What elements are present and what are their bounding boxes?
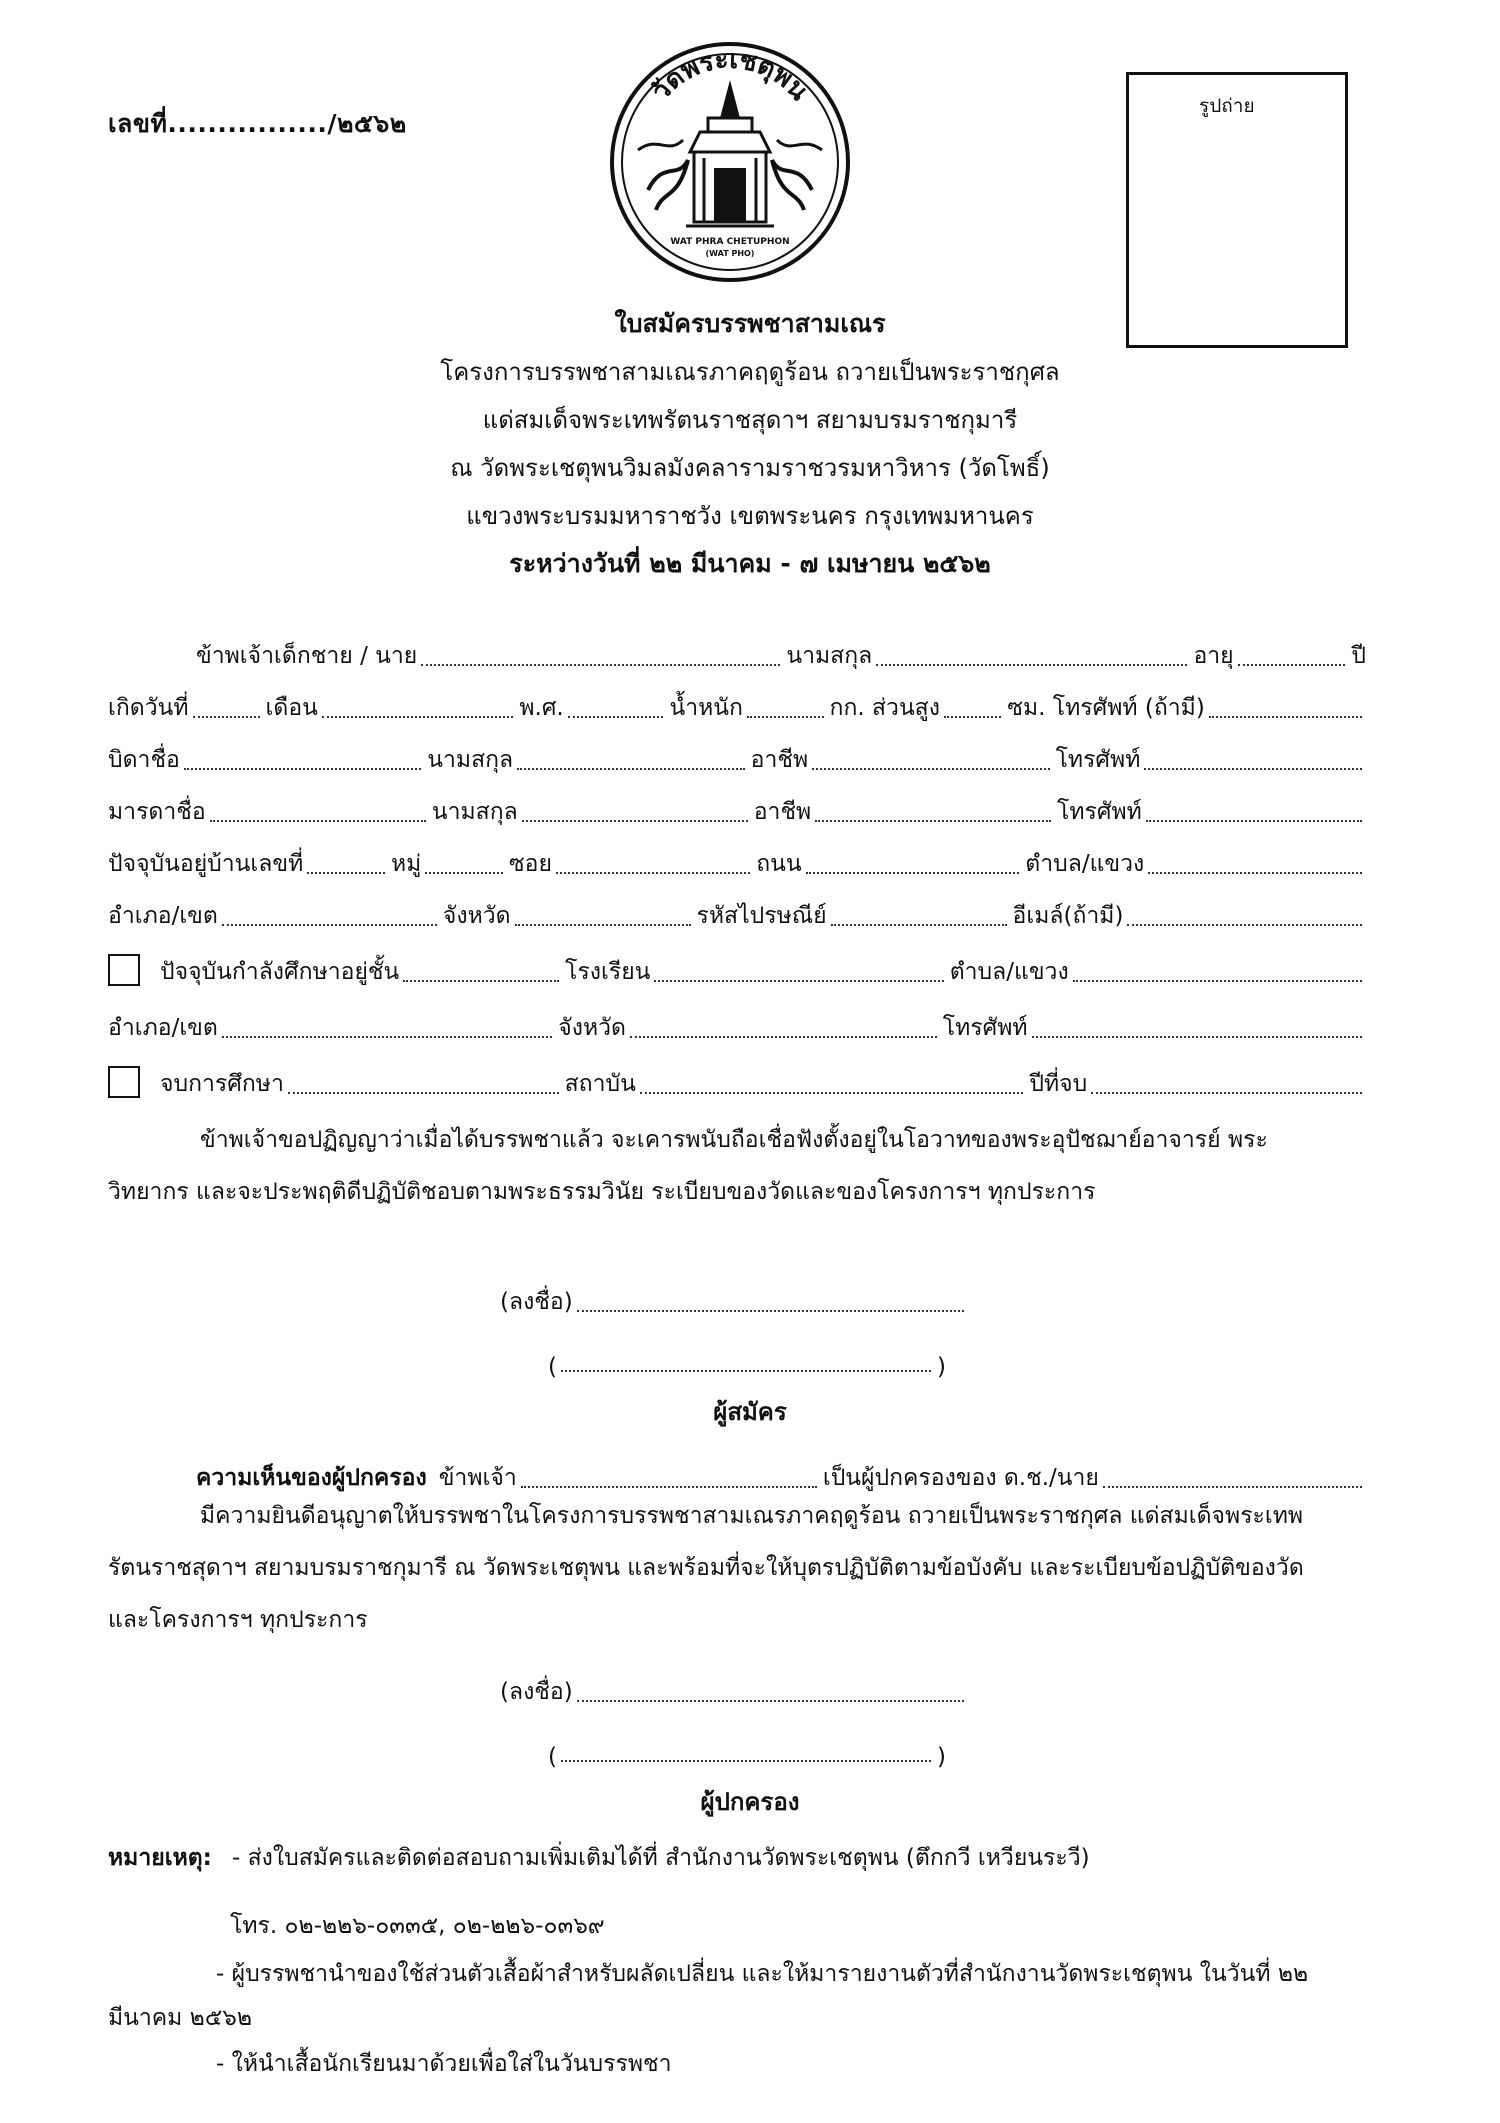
event-dates: ระหว่างวันที่ ๒๒ มีนาคม - ๗ เมษายน ๒๕๖๒ (509, 549, 991, 578)
grad-year-field[interactable] (1091, 1091, 1362, 1094)
institution-label: สถาบัน (564, 1071, 636, 1097)
subdistrict-field[interactable] (1148, 871, 1362, 874)
pledge-line-1: ข้าพเจ้าขอปฏิญญาว่าเมื่อได้บรรพชาแล้ว จะเคารพนับถือเชื่อฟังตั้งอยู่ในโอวาทของพระอุปัชฌาย์อาจารย์ พระ (200, 1127, 1268, 1153)
pledge-paragraph (108, 1114, 1368, 1218)
school-province-field[interactable] (630, 1035, 937, 1038)
house-number-field[interactable] (307, 871, 385, 874)
father-surname-label: นามสกุล (427, 747, 514, 773)
applicant-surname-field[interactable] (876, 663, 1187, 666)
guardian-signature-field[interactable] (577, 1699, 964, 1702)
note-3: - ให้นำเสื้อนักเรียนมาด้วยเพื่อใส่ในวันบรรพชา (216, 2051, 672, 2077)
guardian-role-label: ผู้ปกครอง (700, 1788, 800, 1816)
road-field[interactable] (806, 871, 1020, 874)
age-field[interactable] (1238, 663, 1346, 666)
mother-occupation-field[interactable] (815, 819, 1051, 822)
school-label: โรงเรียน (565, 959, 651, 985)
applicant-signature-field[interactable] (577, 1309, 964, 1312)
applicant-signature-line (500, 1280, 970, 1320)
age-unit: ปี (1351, 643, 1366, 669)
guardian-name-field[interactable] (521, 1485, 817, 1488)
paren-open: ( (548, 1744, 557, 1770)
height-label: กก. ส่วนสูง (829, 695, 940, 721)
applicant-printed-name-field[interactable] (561, 1369, 931, 1372)
applicant-sign-label: (ลงชื่อ) (500, 1289, 573, 1315)
form-title-block (0, 300, 1500, 588)
note-2: - ผู้บรรพชานำของใช้ส่วนตัวเสื้อผ้าสำหรับผลัดเปลี่ยน และให้มารายงานตัวที่สำนักงานวัดพระเชตุพน ในวันที่ ๒๒ (216, 1961, 1309, 1987)
school-district-field[interactable] (222, 1035, 552, 1038)
svg-text:WAT PHRA CHETUPHON: WAT PHRA CHETUPHON (670, 237, 790, 247)
mother-surname-label: นามสกุล (431, 799, 518, 825)
current-study-checkbox[interactable] (108, 954, 140, 986)
applicant-surname-label: นามสกุล (786, 643, 873, 669)
guardian-of-label: เป็นผู้ปกครองของ ด.ช./นาย (822, 1465, 1099, 1491)
birth-month-field[interactable] (322, 715, 513, 718)
school-subdistrict-label: ตำบล/แขวง (949, 959, 1069, 985)
notes-label: หมายเหตุ: (108, 1845, 212, 1871)
school-district-label: อำเภอ/เขต (108, 1015, 218, 1041)
graduated-row (108, 1058, 1368, 1102)
subdistrict-label: ตำบล/แขวง (1025, 851, 1145, 877)
house-number-label: ปัจจุบันอยู่บ้านเลขที่ (108, 851, 304, 877)
applicant-name-label: ข้าพเจ้าเด็กชาย / นาย (196, 643, 418, 669)
birth-month-label: เดือน (265, 695, 318, 721)
email-field[interactable] (1127, 923, 1362, 926)
birth-day-field[interactable] (193, 715, 260, 718)
guardian-consent-paragraph (108, 1490, 1368, 1646)
note-1: - ส่งใบสมัครและติดต่อสอบถามเพิ่มเติมได้ที่ สำนักงานวัดพระเชตุพน (ตึกกวี เหวียนระวี) (232, 1845, 1090, 1871)
soi-label: ซอย (509, 851, 552, 877)
guardian-child-field[interactable] (1103, 1485, 1362, 1488)
birth-day-label: เกิดวันที่ (108, 695, 189, 721)
birth-year-label: พ.ศ. (519, 695, 564, 721)
dedication: แด่สมเด็จพระเทพรัตนราชสุดาฯ สยามบรมราชกุมารี (482, 406, 1018, 434)
svg-text:(WAT PHO): (WAT PHO) (705, 249, 755, 258)
district-label: อำเภอ/เขต (108, 903, 218, 929)
grade-label: ปัจจุบันกำลังศึกษาอยู่ชั้น (160, 959, 400, 985)
father-phone-label: โทรศัพท์ (1055, 747, 1141, 773)
school-phone-label: โทรศัพท์ (942, 1015, 1028, 1041)
school-phone-field[interactable] (1032, 1035, 1362, 1038)
consent-line-1: มีความยินดีอนุญาตให้บรรพชาในโครงการบรรพชาสามเณรภาคฤดูร้อน ถวายเป็นพระราชกุศล แด่สมเด็จพระเทพ (200, 1503, 1304, 1529)
form-title: ใบสมัครบรรพชาสามเณร (614, 309, 886, 338)
phone-field[interactable] (1209, 715, 1362, 718)
mother-occupation-label: อาชีพ (753, 799, 812, 825)
graduated-checkbox[interactable] (108, 1066, 140, 1098)
guardian-heading: ความเห็นของผู้ปกครอง (196, 1465, 427, 1491)
birth-year-field[interactable] (568, 715, 664, 718)
father-row (108, 734, 1368, 778)
father-name-label: บิดาชื่อ (108, 747, 180, 773)
mother-row (108, 786, 1368, 830)
paren-open: ( (548, 1354, 557, 1380)
school-subdistrict-field[interactable] (1073, 979, 1362, 982)
guardian-printed-name-field[interactable] (561, 1759, 931, 1762)
address-row (108, 838, 1368, 882)
paren-close: ) (937, 1354, 946, 1380)
applicant-printed-name (548, 1340, 948, 1380)
province-field[interactable] (515, 923, 691, 926)
province-label: จังหวัด (442, 903, 511, 929)
height-field[interactable] (944, 715, 1001, 718)
father-phone-field[interactable] (1144, 767, 1362, 770)
village-label: หมู่ (390, 851, 422, 877)
father-occupation-label: อาชีพ (750, 747, 809, 773)
mother-name-label: มารดาชื่อ (108, 799, 206, 825)
father-surname-field[interactable] (517, 767, 745, 770)
guardian-printed-name (548, 1730, 948, 1770)
graduated-field[interactable] (288, 1091, 559, 1094)
temple-name: ณ วัดพระเชตุพนวิมลมังคลารามราชวรมหาวิหาร (วัดโพธิ์) (450, 454, 1050, 482)
applicant-name-field[interactable] (421, 663, 780, 666)
mother-name-field[interactable] (210, 819, 426, 822)
temple-seal-logo (608, 40, 852, 284)
consent-line-3: และโครงการฯ ทุกประการ (108, 1607, 368, 1633)
consent-line-2: รัตนราชสุดาฯ สยามบรมราชกุมารี ณ วัดพระเชตุพน และพร้อมที่จะให้บุตรปฏิบัติตามข้อบังคับ และระเบียบข้อปฏิบัติของวัด (108, 1555, 1304, 1581)
svg-text:วัดพระเชตุพน: วัดพระเชตุพน (645, 44, 814, 107)
road-label: ถนน (756, 851, 802, 877)
postcode-label: รหัสไปรษณีย์ (696, 903, 827, 929)
father-occupation-field[interactable] (812, 767, 1049, 770)
mother-phone-label: โทรศัพท์ (1057, 799, 1142, 825)
pledge-line-2: วิทยากร และจะประพฤติดีปฏิบัติชอบตามพระธรรมวินัย ระเบียบของวัดและของโครงการฯ ทุกประการ (108, 1179, 1096, 1205)
school-field[interactable] (654, 979, 943, 982)
applicant-name-row (108, 630, 1368, 674)
guardian-signature-line (500, 1670, 970, 1710)
village-field[interactable] (425, 871, 503, 874)
paren-close: ) (937, 1744, 946, 1770)
current-study-row (108, 946, 1368, 990)
grade-field[interactable] (403, 979, 559, 982)
applicant-role-label: ผู้สมัคร (713, 1398, 787, 1426)
father-name-field[interactable] (184, 767, 421, 770)
district-row (108, 890, 1368, 934)
weight-label: น้ำหนัก (669, 695, 743, 721)
institution-field[interactable] (640, 1091, 1024, 1094)
phone-label: ซม. โทรศัพท์ (ถ้ามี) (1007, 695, 1205, 721)
note-1-phone: โทร. ๐๒-๒๒๖-๐๓๓๕, ๐๒-๒๒๖-๐๓๖๙ (230, 1913, 605, 1939)
temple-address: แขวงพระบรมมหาราชวัง เขตพระนคร กรุงเทพมหานคร (466, 502, 1034, 530)
school-province-label: จังหวัด (558, 1015, 626, 1041)
weight-field[interactable] (747, 715, 824, 718)
mother-phone-field[interactable] (1146, 819, 1362, 822)
note-2-cont: มีนาคม ๒๕๖๒ (108, 2005, 252, 2031)
project-name: โครงการบรรพชาสามเณรภาคฤดูร้อน ถวายเป็นพระราชกุศล (440, 358, 1060, 386)
photo-label: รูปถ่าย (1199, 95, 1255, 117)
birth-row (108, 682, 1368, 726)
email-label: อีเมล์(ถ้ามี) (1012, 903, 1124, 929)
postcode-field[interactable] (831, 923, 1007, 926)
grad-year-label: ปีที่จบ (1029, 1071, 1088, 1097)
guardian-sign-label: (ลงชื่อ) (500, 1679, 573, 1705)
graduated-label: จบการศึกษา (160, 1071, 284, 1097)
age-label: อายุ (1193, 643, 1234, 669)
district-field[interactable] (222, 923, 437, 926)
document-number: เลขที่................/๒๕๖๒ (108, 109, 407, 138)
mother-surname-field[interactable] (522, 819, 748, 822)
soi-field[interactable] (556, 871, 750, 874)
school-district-row (108, 1002, 1368, 1046)
guardian-self-label: ข้าพเจ้า (438, 1465, 517, 1491)
